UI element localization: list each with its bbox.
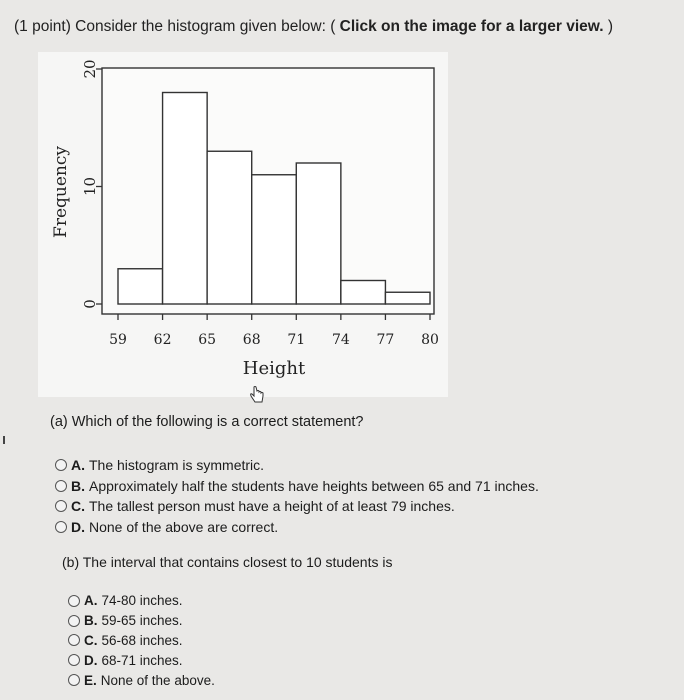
x-tick-label: 80 [421, 332, 439, 348]
x-tick-label: 77 [376, 332, 395, 348]
radio-button[interactable] [68, 634, 80, 646]
question-a-prompt: (a) Which of the following is a correct statement? [50, 414, 364, 430]
header-prefix: (1 point) Consider the histogram given below: ( [14, 18, 340, 35]
option-b-4[interactable] [68, 650, 215, 670]
x-tick-label: 71 [287, 332, 306, 348]
header-suffix: ) [603, 18, 614, 35]
option-text: The histogram is symmetric. [89, 457, 265, 474]
option-text: 56-68 inches. [101, 632, 183, 648]
y-tick-label: 20 [81, 59, 99, 79]
x-tick-label: 62 [153, 332, 172, 348]
y-axis-label: Frequency [51, 146, 71, 238]
option-text: 68-71 inches. [101, 652, 183, 668]
question-a-options [55, 455, 539, 537]
question-header [14, 18, 613, 36]
x-axis-label: Height [242, 358, 306, 379]
radio-button[interactable] [68, 615, 80, 627]
x-tick-label: 68 [242, 332, 261, 348]
histogram-bar [207, 151, 252, 304]
option-text: 59-65 inches. [101, 613, 183, 629]
histogram-figure[interactable] [38, 52, 448, 397]
x-tick-label: 74 [331, 332, 350, 348]
option-letter: A. [84, 593, 98, 609]
option-a-4[interactable] [55, 517, 539, 538]
y-tick-label: 10 [81, 176, 99, 197]
option-letter: C. [71, 498, 85, 515]
histogram-bar [296, 163, 341, 304]
option-text: Approximately half the students have heights between 65 and 71 inches. [89, 477, 539, 494]
option-b-5[interactable] [68, 670, 215, 690]
option-a-1[interactable] [55, 455, 539, 476]
histogram-bar [341, 281, 386, 305]
histogram-bar [163, 93, 208, 305]
radio-button[interactable] [68, 595, 80, 607]
radio-button[interactable] [55, 521, 67, 533]
option-letter: D. [84, 652, 98, 668]
histogram-chart[interactable] [38, 52, 448, 397]
radio-button[interactable] [68, 654, 80, 666]
option-letter: D. [71, 518, 85, 535]
option-letter: A. [71, 457, 85, 474]
histogram-bar [385, 292, 430, 304]
option-a-2[interactable] [55, 476, 539, 497]
question-b-options [68, 591, 215, 690]
margin-mark [3, 436, 5, 444]
radio-button[interactable] [55, 500, 67, 512]
option-b-2[interactable] [68, 611, 215, 631]
option-letter: C. [84, 632, 98, 648]
option-letter: E. [84, 672, 97, 688]
question-b-prompt: (b) The interval that contains closest to 10 students is [62, 554, 393, 570]
option-b-3[interactable] [68, 631, 215, 651]
y-tick-label: 0 [81, 299, 99, 309]
radio-button[interactable] [68, 674, 80, 686]
radio-button[interactable] [55, 459, 67, 471]
radio-button[interactable] [55, 480, 67, 492]
histogram-bar [118, 269, 163, 304]
option-b-1[interactable] [68, 591, 215, 611]
option-text: 74-80 inches. [101, 593, 183, 609]
header-view-link[interactable]: Click on the image for a larger view. [339, 18, 604, 35]
option-text: The tallest person must have a height of at least 79 inches. [89, 498, 455, 515]
x-tick-label: 65 [198, 332, 217, 348]
option-text: None of the above. [100, 672, 215, 688]
option-a-3[interactable] [55, 496, 539, 517]
hand-cursor-icon [248, 385, 266, 405]
option-text: None of the above are correct. [89, 518, 279, 535]
x-tick-label: 59 [109, 332, 127, 348]
option-letter: B. [71, 477, 85, 494]
histogram-bar [252, 175, 297, 304]
option-letter: B. [84, 613, 98, 629]
